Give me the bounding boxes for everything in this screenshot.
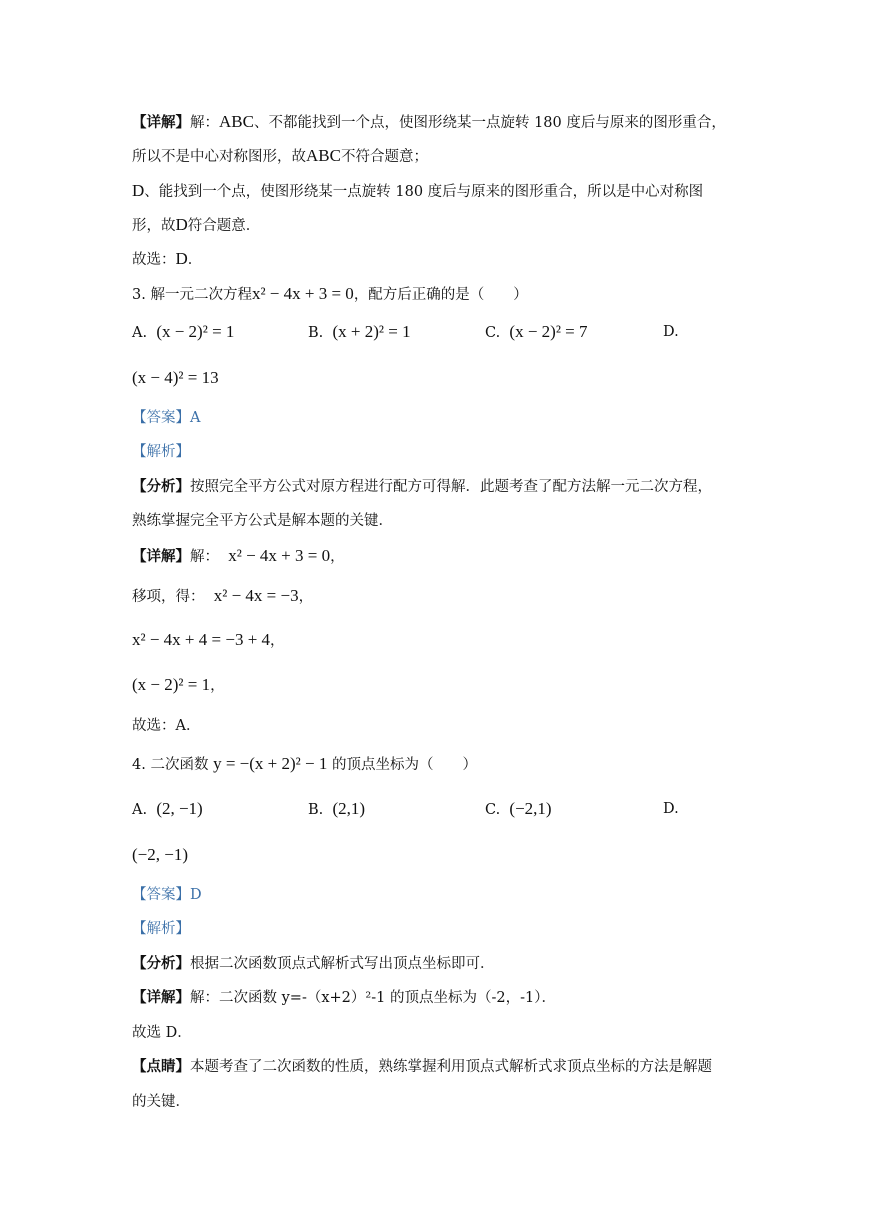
q3-option-d-label: D. (663, 324, 679, 340)
q4-option-d-expr: (−2, −1) (132, 845, 188, 864)
q3-answer: 【答案】A (132, 410, 201, 426)
q2-detail-line-1: 【详解】解：ABC、不都能找到一个点，使图形绕某一点旋转 180 度后与原来的图形重合， (132, 112, 726, 131)
q3-option-b: B. (x + 2)² = 1 (308, 322, 411, 341)
q4-option-b: B. (2,1) (308, 799, 366, 818)
q4-option-d-label: D. (663, 801, 679, 817)
q3-step-2: 移项，得： x² − 4x = −3， (132, 586, 314, 605)
q3-equation: x² − 4x + 3 = 0 (251, 284, 354, 303)
q4-option-c: C. (−2,1) (485, 799, 552, 818)
q4-dianjing-line-2: 的关键． (132, 1094, 190, 1110)
q3-conclusion: 故选：A． (132, 718, 201, 734)
q2-detail-line-4: 形，故D符合题意． (132, 215, 261, 234)
q2-conclusion: 故选：D． (132, 249, 203, 268)
q4-stem: 4. 二次函数 y = −(x + 2)² − 1 的顶点坐标为（ ） (132, 754, 477, 773)
q3-step-3: x² − 4x + 4 = −3 + 4， (132, 630, 285, 649)
q4-equation: y = −(x + 2)² − 1 (213, 754, 328, 773)
q4-analysis-tag: 【解析】 (132, 921, 190, 937)
q3-fenxi-line-1: 【分析】按照完全平方公式对原方程进行配方可得解．此题考查了配方法解一元二次方程， (132, 478, 712, 495)
q4-dianjing-line-1: 【点睛】本题考查了二次函数的性质，熟练掌握利用顶点式解析式求顶点坐标的方法是解题 (132, 1058, 712, 1075)
q3-option-d-expr: (x − 4)² = 13 (132, 368, 219, 387)
q4-option-a: A. (2, −1) (132, 799, 203, 818)
q3-analysis-tag: 【解析】 (132, 444, 190, 460)
q2-detail-line-2: 所以不是中心对称图形，故ABC不符合题意； (132, 146, 428, 165)
q3-fenxi-line-2: 熟练掌握完全平方公式是解本题的关键． (132, 513, 393, 529)
q4-answer: 【答案】D (132, 887, 202, 903)
q4-fenxi: 【分析】根据二次函数顶点式解析式写出顶点坐标即可． (132, 955, 495, 972)
q3-stem: 3. 解一元二次方程x² − 4x + 3 = 0，配方后正确的是（ ） (132, 284, 528, 303)
q3-option-a: A. (x − 2)² = 1 (132, 322, 235, 341)
q3-step-4: (x − 2)² = 1， (132, 675, 225, 694)
detail-tag: 【详解】 (132, 114, 190, 131)
q2-detail-line-3: D、能找到一个点，使图形绕某一点旋转 180 度后与原来的图形重合，所以是中心对称图 (132, 181, 704, 200)
q3-detail-line: 【详解】解： x² − 4x + 3 = 0， (132, 546, 345, 565)
q4-detail: 【详解】解：二次函数 y=-（x+2）²-1 的顶点坐标为（-2，-1）． (132, 989, 556, 1006)
q4-conclusion: 故选 D． (132, 1025, 192, 1041)
q3-option-c: C. (x − 2)² = 7 (485, 322, 588, 341)
